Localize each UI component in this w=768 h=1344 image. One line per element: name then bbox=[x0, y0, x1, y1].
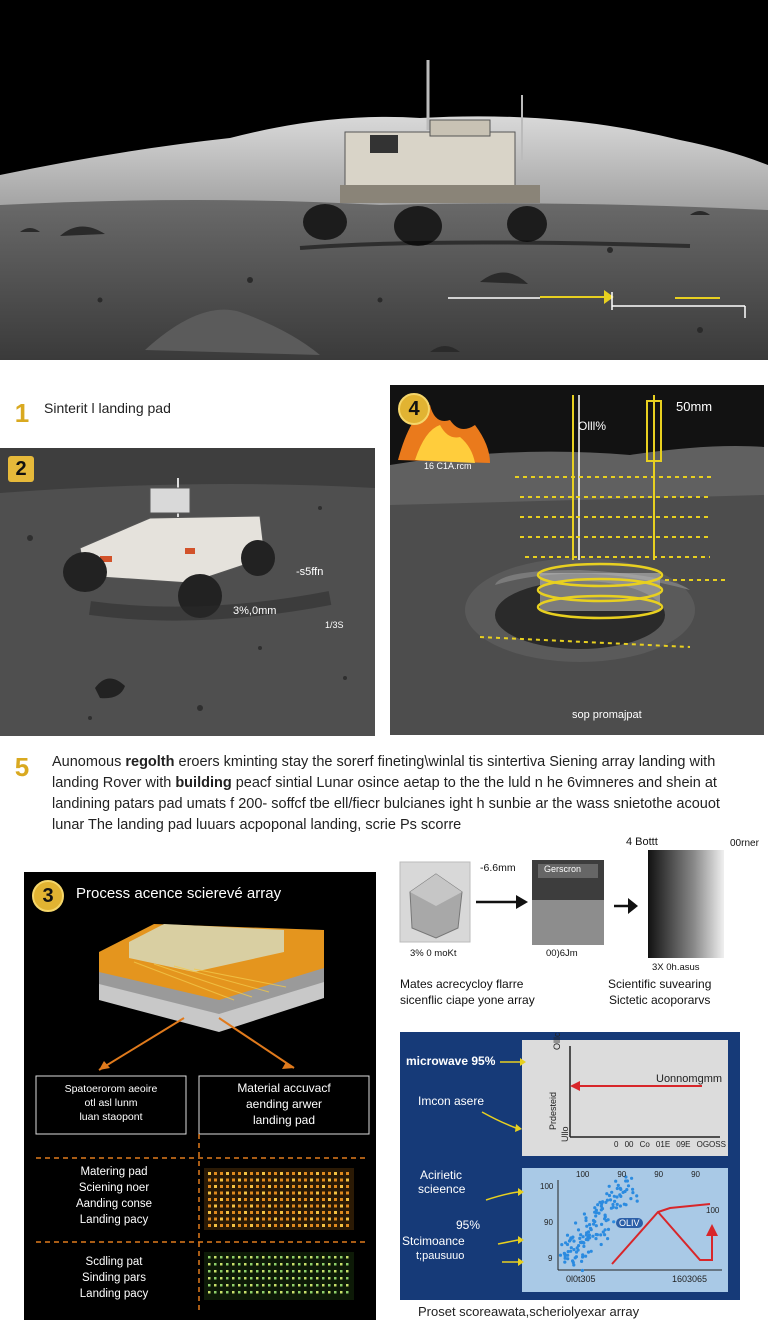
step-2-rover-panel bbox=[0, 448, 375, 736]
side-label-3: scieence bbox=[418, 1182, 466, 1196]
bottom-chart-xlabel-left: 0l0t305 bbox=[566, 1274, 596, 1284]
step-1-badge: 1 bbox=[14, 397, 30, 428]
step-5-description bbox=[52, 752, 752, 836]
material-under-label-2: 3X 0h.asus bbox=[652, 962, 700, 973]
bottom-chart-xlabel-right: 1603065 bbox=[672, 1274, 708, 1284]
bottom-chart-left-tick-1: 90 bbox=[544, 1218, 553, 1227]
desc-line-1: Aunomous regolth eroers kminting stay the sorerf fineting\winlal tis sintertiva Siening array landing with bbox=[52, 754, 716, 770]
material-caption-right: Scientific suvearing Sictetic acoporarvs bbox=[608, 977, 712, 1007]
side-label-4: 95% bbox=[456, 1218, 481, 1232]
desc-line-2: landing Rover with building peacf sintial Lunar osince aetap to the the luld n he 6vimneres and shein at bbox=[52, 775, 717, 791]
step-4-label-1: Olll% bbox=[578, 419, 607, 433]
bottom-chart-top-ticks: 100 90 90 90 bbox=[576, 1170, 700, 1179]
material-sample-tag: Gerscron bbox=[544, 864, 582, 874]
side-label-0: microwave 95% bbox=[406, 1054, 496, 1068]
top-chart-ylabel-bot: Ullo bbox=[560, 1126, 570, 1142]
step-2-badge: 2 bbox=[8, 456, 34, 482]
step-1-title: Sinterit l landing pad bbox=[44, 400, 171, 416]
step-4-sintering-panel bbox=[390, 385, 764, 735]
side-label-2: Acirietic bbox=[420, 1168, 463, 1182]
bottom-chart-right-tag: 100 bbox=[706, 1206, 720, 1215]
top-chart-ylabel-top: Olllc bbox=[552, 1032, 562, 1050]
hero-lunar-rover-image bbox=[0, 0, 768, 360]
step-3-process-panel bbox=[24, 872, 376, 1320]
step-2-label-1: 3%,0mm bbox=[233, 605, 277, 617]
step-4-label-0: 50mm bbox=[676, 399, 713, 414]
step-4-badge: 4 bbox=[398, 393, 430, 425]
step-3-box-left: Spatoerorom aeoire otl asl lunm luan staopont bbox=[64, 1083, 158, 1123]
material-caption-left: Mates acrecycloy flarre sicenflic ciape yone array bbox=[400, 977, 535, 1007]
chart-panel-caption: Proset scoreawata,scheriolyexar array bbox=[418, 1304, 640, 1319]
bottom-chart-left-tick-0: 100 bbox=[540, 1182, 554, 1191]
step-3-title: Process acence scierevé array bbox=[76, 885, 282, 902]
step-3-badge: 3 bbox=[32, 880, 64, 912]
desc-line-4: lunar The landing pad luuars acpoponal landing, scrie Ps scorre bbox=[52, 817, 462, 833]
material-top-label-2: 00rner bbox=[730, 838, 759, 849]
material-top-label-1: 4 Bottt bbox=[626, 836, 658, 848]
step-3-layer-2-labels: Scdling pat Sinding pars Landing pacy bbox=[79, 1256, 149, 1300]
side-label-6: t;pausuuo bbox=[416, 1250, 465, 1262]
step-4-label-2: 16 C1A.rcm bbox=[424, 461, 472, 471]
step-3-box-right: Material accuvacf aending arwer landing pad bbox=[237, 1081, 331, 1127]
material-under-label-1: 00)6Jm bbox=[546, 948, 578, 959]
top-chart-annotation: Uonnomgmm bbox=[656, 1073, 723, 1085]
desc-line-3: landining patars pad umats f 200- soffcf tbe ell/fiecr bulcianes ight h sunbie ar the wass snietothe acouot bbox=[52, 796, 720, 812]
side-label-5: Stcimoance bbox=[402, 1234, 465, 1248]
material-top-label-0: -6.6mm bbox=[480, 862, 516, 874]
top-chart-x-ticks: 0 00 Co 01E 09E OGOSS bbox=[614, 1140, 726, 1149]
step-5-badge: 5 bbox=[14, 751, 30, 782]
side-label-1: Imcon asere bbox=[418, 1094, 485, 1108]
bottom-chart-left-tick-2: 9 bbox=[548, 1254, 553, 1263]
bottom-chart-tag: OLIV bbox=[616, 1218, 643, 1228]
step-3-layer-1-labels: Matering pad Sciening noer Aanding conse Landing pacy bbox=[75, 1166, 153, 1226]
step-2-label-2: 1/3S bbox=[325, 620, 344, 630]
material-under-label-0: 3% 0 moKt bbox=[410, 948, 457, 959]
step-2-label-0: -s5ffn bbox=[296, 566, 324, 578]
material-samples-panel bbox=[396, 832, 768, 1012]
top-chart-ylabel-mid: Prdesteid bbox=[548, 1091, 558, 1130]
step-4-label-3: sop promajpat bbox=[572, 709, 642, 721]
analysis-chart-panel bbox=[400, 1032, 740, 1300]
